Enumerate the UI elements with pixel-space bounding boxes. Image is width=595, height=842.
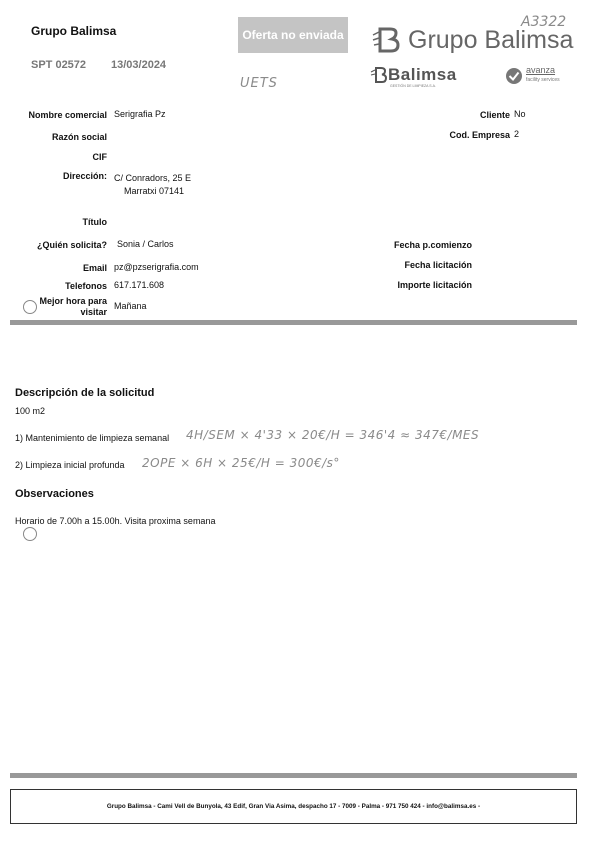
grupo-balimsa-logo — [372, 24, 573, 56]
direccion-label: Dirección: — [62, 171, 107, 181]
description-heading: Descripción de la solicitud — [15, 387, 155, 399]
section-divider — [10, 320, 577, 325]
description-item1: 1) Mantenimiento de limpieza semanal — [15, 433, 170, 443]
observaciones-heading: Observaciones — [15, 488, 94, 500]
avanza-check-icon — [505, 67, 523, 85]
razon-social-label: Razón social — [51, 132, 107, 142]
punch-hole-mark — [23, 300, 37, 314]
email-label: Email — [82, 263, 107, 273]
handwritten-initials: UETS — [240, 76, 278, 91]
logo-text: Grupo Balimsa — [408, 25, 574, 54]
footer — [10, 789, 577, 824]
footer-divider — [10, 773, 577, 778]
direccion-line1: C/ Conradors, 25 E — [114, 173, 192, 183]
mejor-hora-label-line1: Mejor hora para — [39, 296, 107, 306]
footer-text: Grupo Balimsa - Cami Vell de Bunyola, 43 Edif, Gran Via Asima, despacho 17 - 7009 - Palma - 971 750 424 - info@balimsa.es - — [106, 803, 481, 810]
quien-solicita-value: Sonia / Carlos — [117, 239, 174, 249]
direccion-line2: Marratxi 07141 — [124, 186, 185, 196]
balimsa-b-small-icon — [370, 66, 388, 84]
mejor-hora-value: Mañana — [114, 301, 147, 311]
company-name: Grupo Balimsa — [31, 24, 117, 38]
cliente-label: Cliente — [479, 110, 510, 120]
avanza-name: avanza — [526, 65, 556, 75]
avanza-tagline: facility services — [526, 77, 560, 83]
quien-solicita-label: ¿Quién solicita? — [36, 240, 107, 250]
balimsa-logo — [370, 66, 470, 88]
balimsa-small-name: Balimsa — [388, 65, 457, 84]
request-date: 13/03/2024 — [111, 59, 167, 71]
balimsa-small-tagline: GESTIÓN DE LIMPIEZA S.A. — [390, 84, 436, 88]
titulo-label: Título — [82, 217, 107, 227]
nombre-comercial-value: Serigrafia Pz — [114, 109, 166, 119]
observaciones-text: Horario de 7.00h a 15.00h. Visita proxima semana — [15, 516, 216, 526]
fecha-licitacion-label: Fecha licitación — [404, 260, 472, 270]
telefonos-label: Telefonos — [65, 281, 107, 291]
description-area: 100 m2 — [15, 406, 46, 416]
cod-empresa-label: Cod. Empresa — [449, 130, 510, 140]
importe-licitacion-label: Importe licitación — [397, 280, 472, 290]
item2-handwritten-calculation: 2OPE × 6H × 25€/H = 300€/s° — [142, 456, 340, 470]
description-item2: 2) Limpieza inicial profunda — [15, 460, 125, 470]
fecha-comienzo-label: Fecha p.comienzo — [393, 240, 472, 250]
cif-label: CIF — [92, 152, 107, 162]
spt-number: SPT 02572 — [31, 59, 87, 71]
email-value[interactable]: pz@pzserigrafia.com — [114, 262, 199, 272]
status-badge: Oferta no enviada — [238, 17, 348, 53]
avanza-logo — [505, 64, 575, 88]
item1-handwritten-calculation: 4H/SEM × 4'33 × 20€/H = 346'4 ≈ 347€/MES — [186, 428, 480, 442]
punch-hole-mark — [23, 527, 37, 541]
cod-empresa-value: 2 — [514, 129, 520, 139]
nombre-comercial-label: Nombre comercial — [28, 110, 107, 120]
telefonos-value: 617.171.608 — [114, 280, 165, 290]
cliente-value: No — [514, 109, 526, 119]
mejor-hora-label-line2: visitar — [80, 307, 107, 317]
balimsa-b-icon — [372, 26, 402, 54]
handwritten-code: A3322 — [521, 14, 567, 30]
